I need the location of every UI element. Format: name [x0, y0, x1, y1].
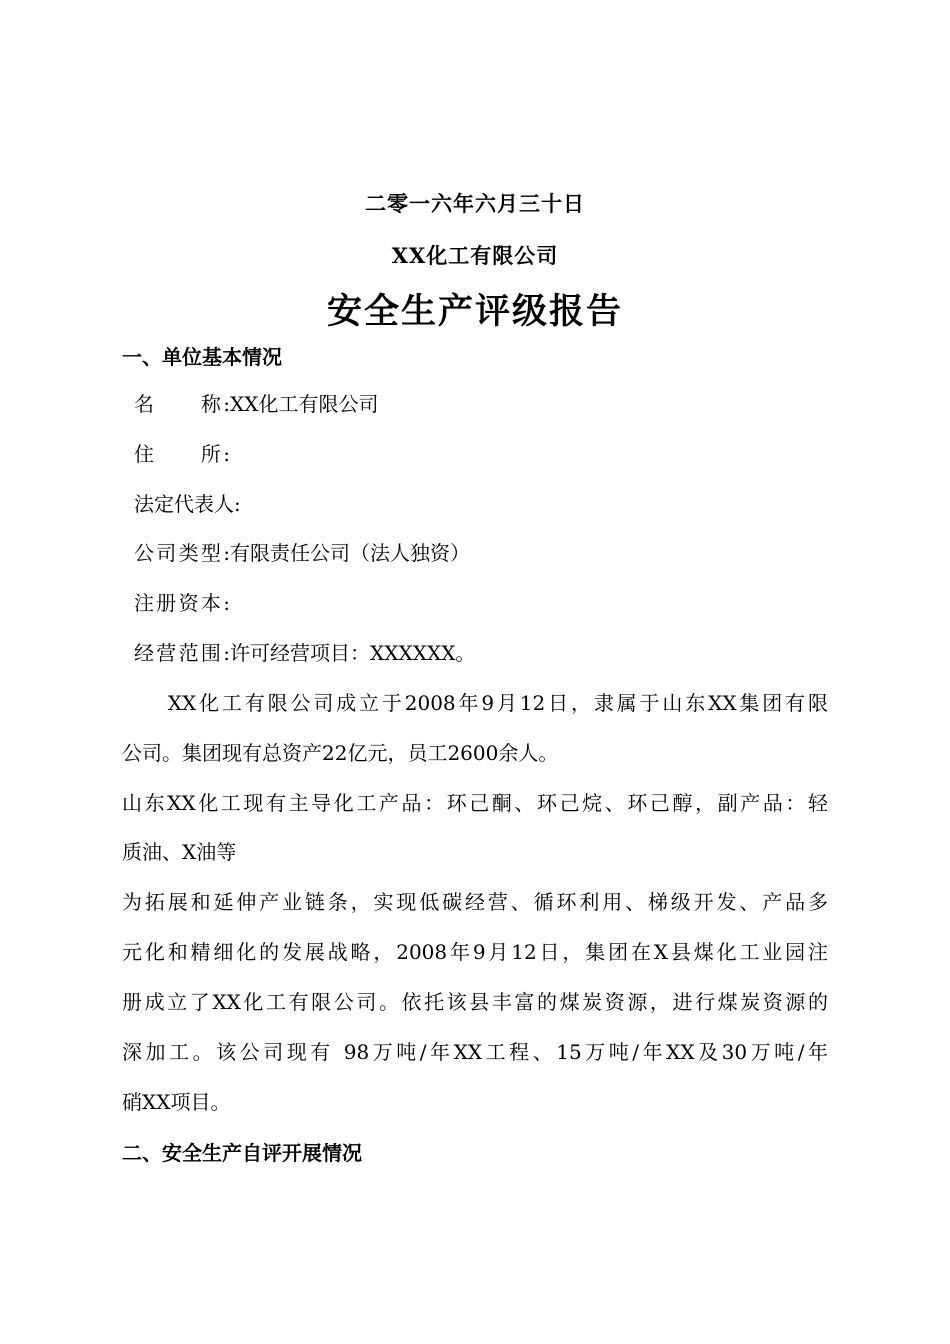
field-registered-capital: [134, 589, 230, 617]
section-heading-basic-info: 一、单位基本情况: [122, 345, 282, 369]
field-business-scope: [134, 639, 475, 667]
field-value: 有限责任公司（法人独资）: [230, 541, 470, 565]
paragraph-line: 硝XX项目。: [122, 1090, 231, 1114]
field-legal-representative: [134, 490, 241, 518]
field-value: XX化工有限公司: [230, 392, 379, 416]
field-name: [134, 390, 378, 418]
field-address: [134, 440, 230, 468]
field-company-type: [134, 539, 470, 567]
field-label: 法定代表人:: [134, 492, 241, 516]
paragraph-line: 册成立了XX化工有限公司。依托该县丰富的煤炭资源，进行煤炭资源的: [122, 990, 828, 1014]
field-label: 住 所:: [134, 442, 230, 466]
field-label: 公司类型:: [134, 541, 230, 565]
paragraph-line: XX化工有限公司成立于2008年9月12日，隶属于山东XX集团有限: [122, 691, 828, 715]
field-label: 注册资本:: [134, 591, 230, 615]
paragraph-line: 为拓展和延伸产业链条，实现低碳经营、循环利用、梯级开发、产品多: [122, 890, 828, 914]
paragraph-line: 深加工。该公司现有 98万吨/年XX工程、15万吨/年XX及30万吨/年: [122, 1040, 828, 1064]
field-label: 经营范围:: [134, 641, 230, 665]
field-value: 许可经营项目：XXXXXX。: [230, 641, 476, 665]
paragraph-line: 公司。集团现有总资产22亿元，员工2600余人。: [122, 741, 559, 765]
report-title: 安全生产评级报告: [326, 291, 623, 332]
company-name-heading: XX化工有限公司: [391, 243, 559, 268]
paragraph-line: 元化和精细化的发展战略，2008年9月12日，集团在X县煤化工业园注: [122, 940, 828, 964]
section-heading-self-evaluation: 二、安全生产自评开展情况: [122, 1141, 362, 1165]
paragraph-line: 质油、X油等: [122, 840, 237, 864]
field-label: 名 称:: [134, 392, 230, 416]
report-date: 二零一六年六月三十日: [365, 191, 585, 216]
paragraph-line: 山东XX化工现有主导化工产品：环己酮、环己烷、环己醇，副产品：轻: [122, 791, 828, 815]
